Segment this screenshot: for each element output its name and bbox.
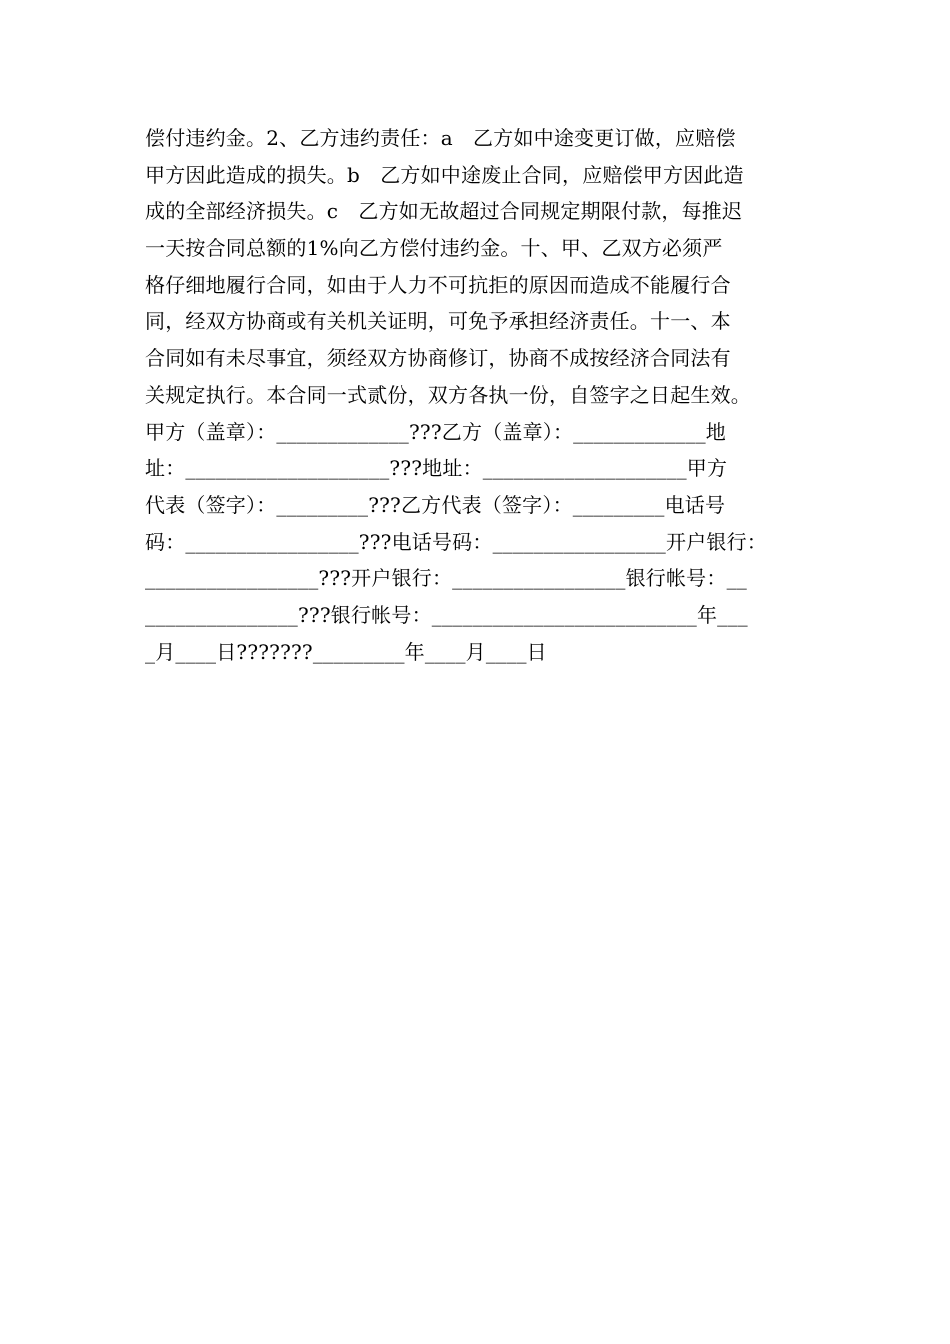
- signature-line-address: 址：____________________???地址：____________________甲方: [145, 456, 728, 481]
- text-line: 关规定执行。本合同一式贰份，双方各执一份，自签字之日起生效。: [145, 382, 751, 407]
- text-line: 一天按合同总额的1%向乙方偿付违约金。十、甲、乙双方必须严: [145, 236, 723, 261]
- signature-line-party-seal: 甲方（盖章）：_____________???乙方（盖章）：_____________地: [145, 419, 726, 444]
- text-line: 合同如有未尽事宜，须经双方协商修订，协商不成按经济合同法有: [145, 346, 731, 371]
- signature-line-account: _______________???银行帐号：__________________________年___: [145, 602, 748, 627]
- text-line: 成的全部经济损失。c 乙方如无故超过合同规定期限付款，每推迟: [145, 199, 743, 224]
- text-line: 甲方因此造成的损失。b 乙方如中途废止合同，应赔偿甲方因此造: [145, 162, 744, 187]
- signature-line-date: _月____日???????_________年____月____日: [145, 639, 547, 664]
- signature-line-representative: 代表（签字）：_________???乙方代表（签字）：_________电话号: [145, 492, 726, 517]
- text-line: 同，经双方协商或有关机关证明，可免予承担经济责任。十一、本: [145, 309, 731, 334]
- text-line: 偿付违约金。2、乙方违约责任：a 乙方如中途变更订做，应赔偿: [145, 126, 736, 150]
- signature-line-phone: 码：_________________???电话号码：_________________开户银行：: [145, 529, 767, 554]
- contract-text: [145, 120, 815, 670]
- signature-line-bank: _________________???开户银行：_________________银行帐号：__: [145, 566, 747, 591]
- text-line: 格仔细地履行合同，如由于人力不可抗拒的原因而造成不能履行合: [145, 272, 731, 297]
